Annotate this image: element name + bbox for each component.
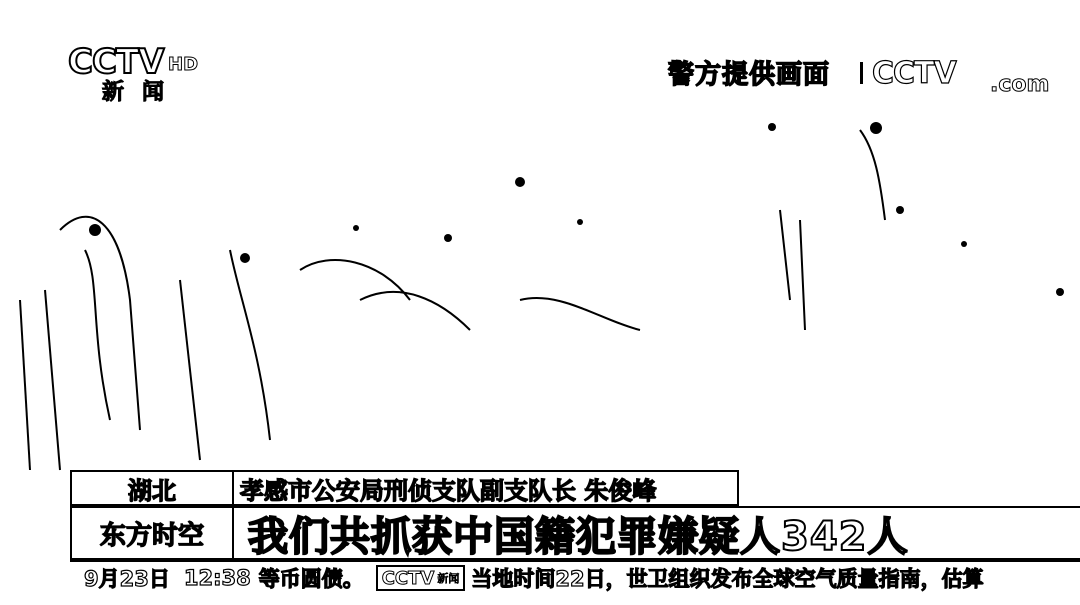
program-tag: 东方时空 xyxy=(72,508,234,558)
cctv-com-watermark: CCTV xyxy=(872,56,956,91)
cctv-logo-text: CCTV xyxy=(68,42,164,82)
headline-bar xyxy=(70,506,1080,560)
cctv-news-logo xyxy=(68,42,199,106)
ticker-logo-text: CCTV xyxy=(381,567,435,589)
ticker-logo-sub: 新闻 xyxy=(437,572,460,585)
location-tag: 湖北 xyxy=(72,472,234,504)
watermark-suffix: .com xyxy=(990,72,1050,97)
ticker-date: 9月23日 xyxy=(84,567,170,591)
speaker-title: 孝感市公安局刑侦支队副支队长 朱俊峰 xyxy=(240,476,657,505)
footage-source-label: 警方提供画面 xyxy=(668,60,831,90)
news-ticker xyxy=(70,560,1080,594)
watermark-divider xyxy=(860,62,863,84)
ticker-time: 12:38 xyxy=(183,566,251,590)
ticker-cctv-logo xyxy=(376,565,466,591)
speaker-caption-bar xyxy=(70,470,739,506)
news-channel-label: 新闻 xyxy=(102,80,183,105)
ticker-previous-text: 等币圆债。 xyxy=(258,567,364,591)
hd-badge: HD xyxy=(168,54,199,75)
ticker-headline: 当地时间22日，世卫组织发布全球空气质量指南，估算 xyxy=(471,567,984,591)
headline-text: 我们共抓获中国籍犯罪嫌疑人342人 xyxy=(248,513,909,560)
